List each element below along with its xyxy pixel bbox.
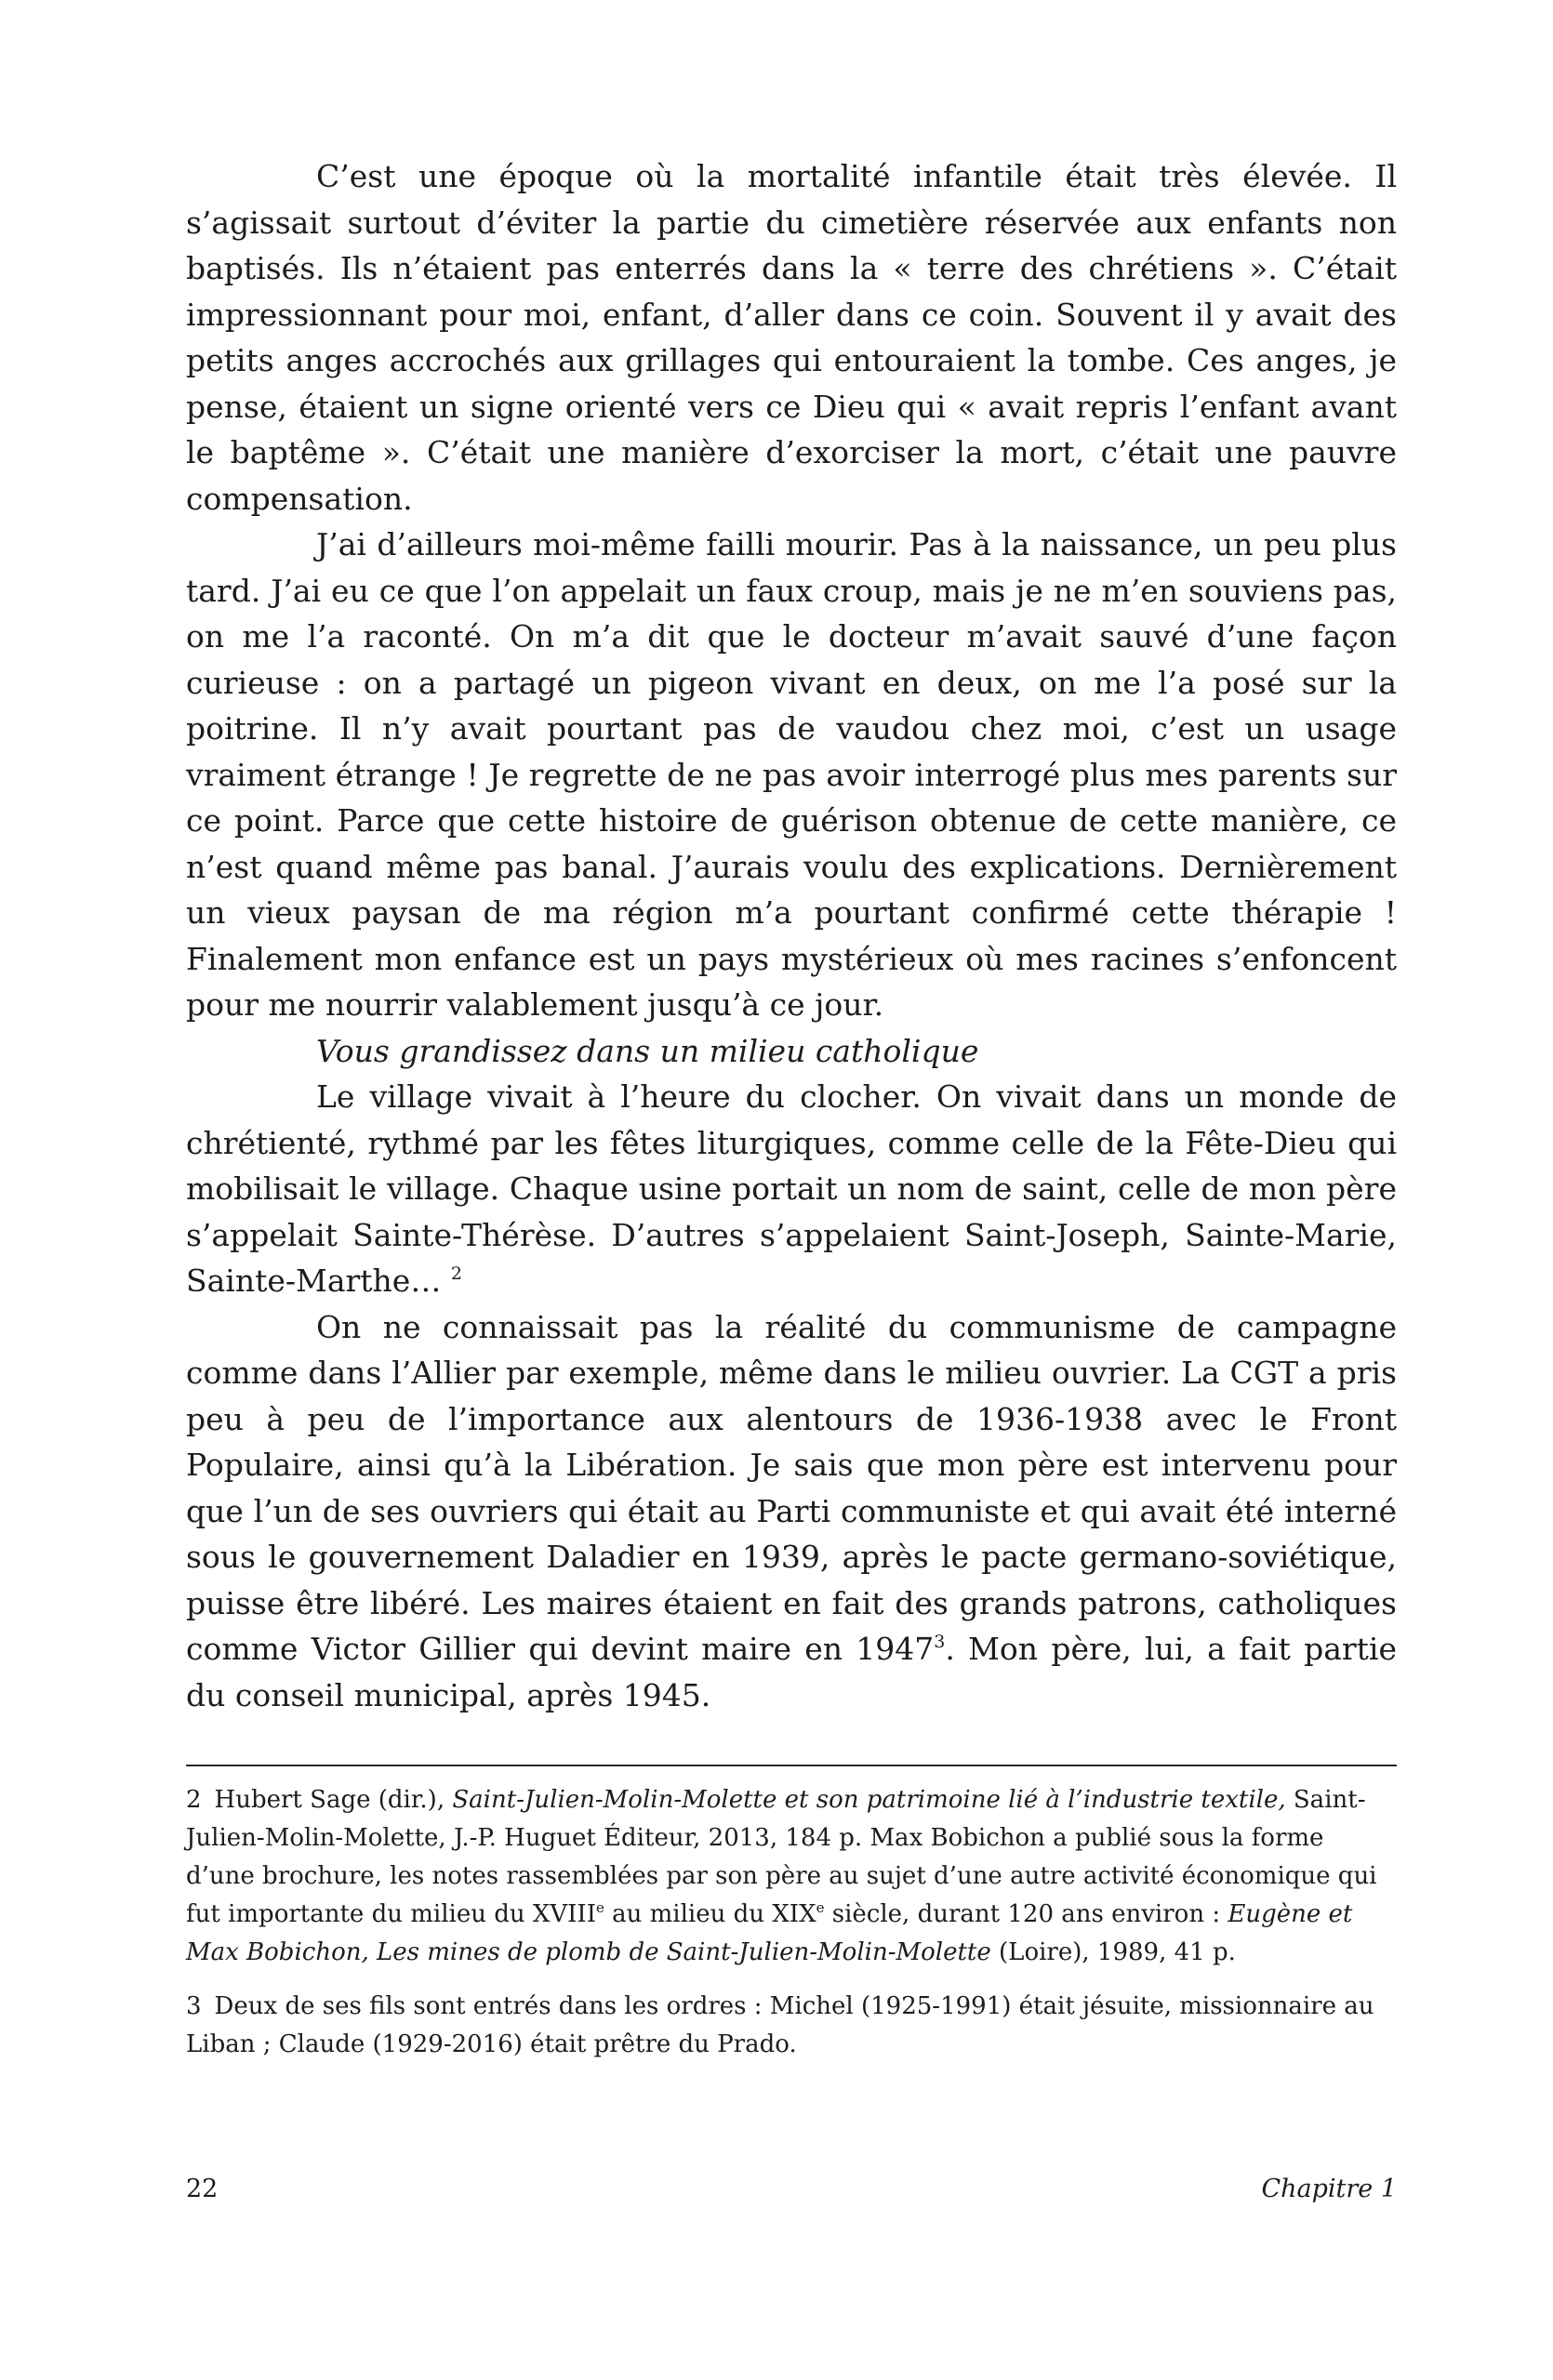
paragraph-1: C’est une époque où la mortalité infantile était très élevée. Il s’agissait surtout d’éviter la partie du cimetière réservée aux enfants non baptisés. Ils n’étaient pas enterrés dans la « terre des chrétiens ». C’était impressionnant pour moi, enfant, d’aller dans ce coin. Souvent il y avait des petits anges accrochés aux grillages qui entouraient la tombe. Ces anges, je pense, étaient un signe orienté vers ce Dieu qui « avait repris l’enfant avant le baptême ». C’était une manière d’exorciser la mort, c’était une pauvre compensation. [186,158,1397,517]
footnote-2-text-c: siècle, durant 120 ans environ : [824,1900,1221,1928]
footnote-ref-3: 3 [934,1632,946,1652]
footnote-2-sup-a: e [595,1899,604,1916]
footnote-ref-2: 2 [450,1263,462,1284]
footnote-2 [186,1781,1397,1972]
paragraph-2: J’ai d’ailleurs moi-même failli mourir. Pas à la naissance, un peu plus tard. J’ai eu ce que l’on appelait un faux croup, mais je ne m’en souviens pas, on me l’a raconté. On m’a dit que le docteur m’avait sauvé d’une façon curieuse : on a partagé un pigeon vivant en deux, on me l’a posé sur la poitrine. Il n’y avait pourtant pas de vaudou chez moi, c’est un usage vraiment étrange ! Je regrette de ne pas avoir interrogé plus mes parents sur ce point. Parce que cette histoire de guérison obtenue de cette manière, ce n’est quand même pas banal. J’aurais voulu des explications. Dernièrement un vieux paysan de ma région m’a pourtant confirmé cette thérapie ! Finalement mon enfance est un pays mystérieux où mes racines s’enfoncent pour me nourrir valablement jusqu’à ce jour. [186,526,1397,1023]
footnotes [186,1781,1397,2064]
footnote-2-italic-ref: Eugène et Max Bobichon, Les mines de plomb de Saint-Julien-Molin-Molette [186,1900,1353,1966]
paragraph-3 [186,1074,1397,1304]
paragraph-4-text: On ne connaissait pas la réalité du communisme de campagne comme dans l’Allier par exemple, même dans le milieu ouvrier. La CGT a pris peu à peu de l’importance aux alentours de 1936-1938 avec le Front Populaire, ainsi qu’à la Libération. Je sais que mon père est intervenu pour que l’un de ses ouvriers qui était au Parti communiste et qui avait été interné sous le gouvernement Daladier en 1939, après le pacte germano-soviétique, puisse être libéré. Les maires étaient en fait des grands patrons, catholiques comme Victor Gillier qui devint maire en 1947 [186,1308,1397,1667]
page-number: 22 [186,2175,219,2203]
footnote-3-number: 3 [186,1992,202,2020]
footnote-2-text-a: Saint-Julien-Molin-Molette, J.-P. Huguet Éditeur, 2013, 184 p. Max Bobichon a publié sous la forme d’une brochure, les notes rassemblées par son père au sujet d’une autre activité économique qui fut importante du milieu du XVIII [186,1786,1377,1928]
running-head: Chapitre 1 [1261,2175,1397,2203]
footnote-3 [186,1988,1397,2064]
footnote-2-number: 2 [186,1786,202,1814]
footnote-2-author: Hubert Sage (dir.), [214,1786,445,1814]
footnote-2-text-b: au milieu du XIX [604,1900,816,1928]
footnote-2-text-d: (Loire), 1989, 41 p. [990,1938,1236,1966]
paragraph-3-text: Le village vivait à l’heure du clocher. On vivait dans un monde de chrétienté, rythmé par les fêtes liturgiques, comme celle de la Fête-Dieu qui mobilisait le village. Chaque usine portait un nom de saint, celle de mon père s’appelait Sainte-Thérèse. D’autres s’appelaient Saint-Joseph, Sainte-Marie, Sainte-Marthe… [186,1078,1397,1299]
footnote-separator [186,1765,1397,1766]
paragraph-4-end: . Mon père, lui, a fait partie du conseil municipal, après 1945. [186,1631,1397,1713]
interview-question: Vous grandissez dans un milieu catholique [316,1032,979,1069]
footnote-3-text: Deux de ses fils sont entrés dans les ordres : Michel (1925-1991) était jésuite, missionnaire au Liban ; Claude (1929-2016) était prêtre du Prado. [186,1992,1374,2058]
footnote-2-title: Saint-Julien-Molin-Molette et son patrimoine lié à l’industrie textile, [452,1786,1286,1814]
footnote-2-sup-b: e [816,1899,825,1916]
paragraph-4 [186,1304,1397,1719]
main-text [186,153,1397,1718]
